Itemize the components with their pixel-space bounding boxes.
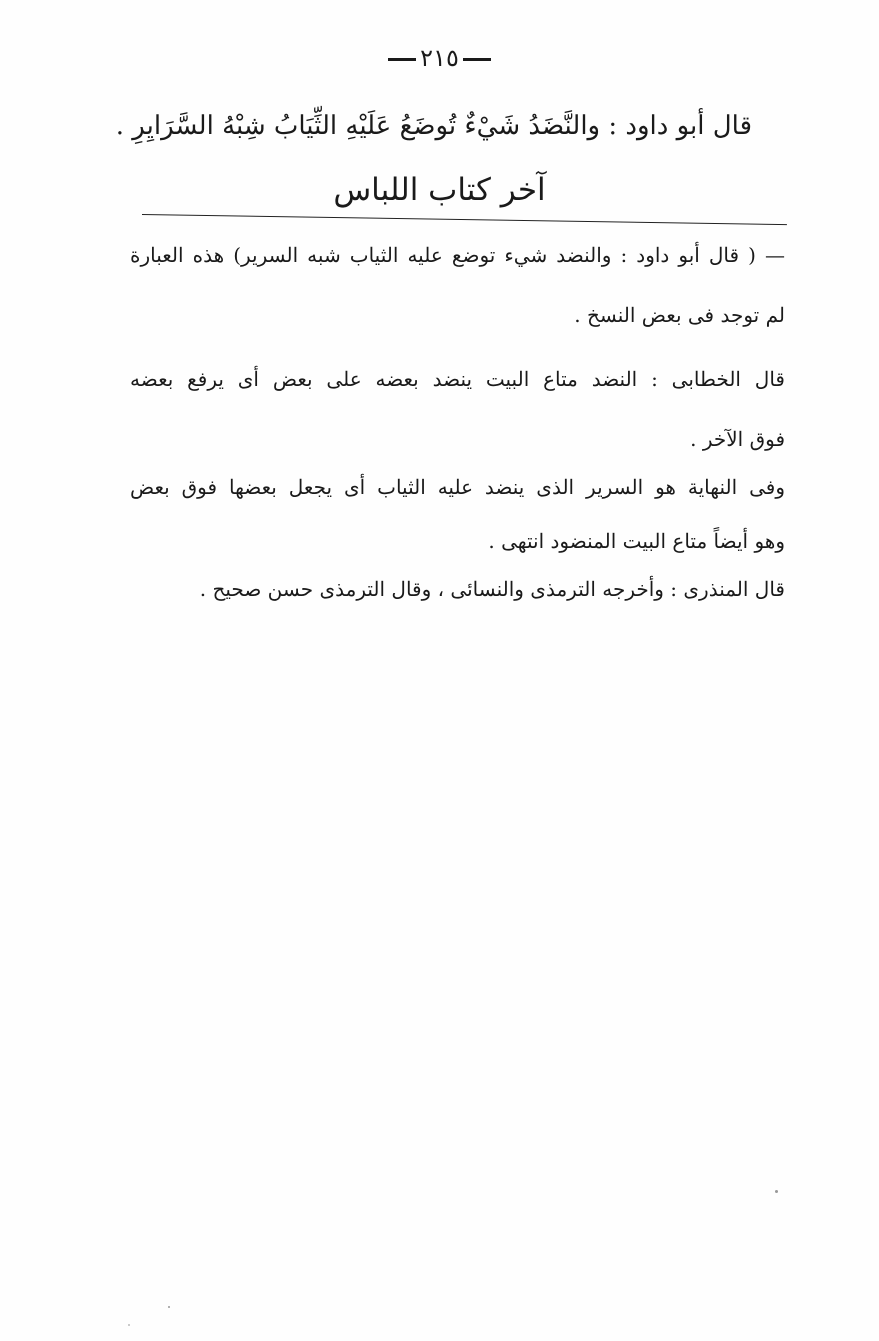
paper-speck: [775, 1190, 778, 1193]
commentary-line: — ( قال أبو داود : والنضد شيء توضع عليه الثياب شبه السرير) هذه العبارة: [130, 243, 785, 267]
main-text-line: قال أبو داود : والنَّضَدُ شَيْءٌ تُوضَعُ عَلَيْهِ الثِّيَابُ شِبْهُ السَّرَايِرِ .: [115, 111, 752, 141]
page-number-dash-left: [388, 58, 416, 61]
commentary-line: لم توجد فى بعض النسخ .: [574, 303, 785, 327]
commentary-line: قال المنذرى : وأخرجه الترمذى والنسائى ، وقال الترمذى حسن صحيح .: [199, 577, 785, 601]
paper-speck: [128, 1324, 130, 1326]
page-number-dash-right: [463, 58, 491, 61]
page-number: [0, 44, 879, 72]
page-number-value: ٢١٥: [420, 44, 459, 72]
commentary-line: وهو أيضاً متاع البيت المنضود انتهى .: [488, 529, 785, 553]
paper-speck: [168, 1306, 170, 1308]
commentary-line: وفى النهاية هو السرير الذى ينضد عليه الثياب أى يجعل بعضها فوق بعض: [130, 475, 785, 499]
commentary-line: قال الخطابى : النضد متاع البيت ينضد بعضه على بعض أى يرفع بعضه: [130, 367, 785, 391]
commentary-line: فوق الآخر .: [690, 427, 785, 451]
book-end-title: آخر كتاب اللباس: [333, 172, 546, 208]
